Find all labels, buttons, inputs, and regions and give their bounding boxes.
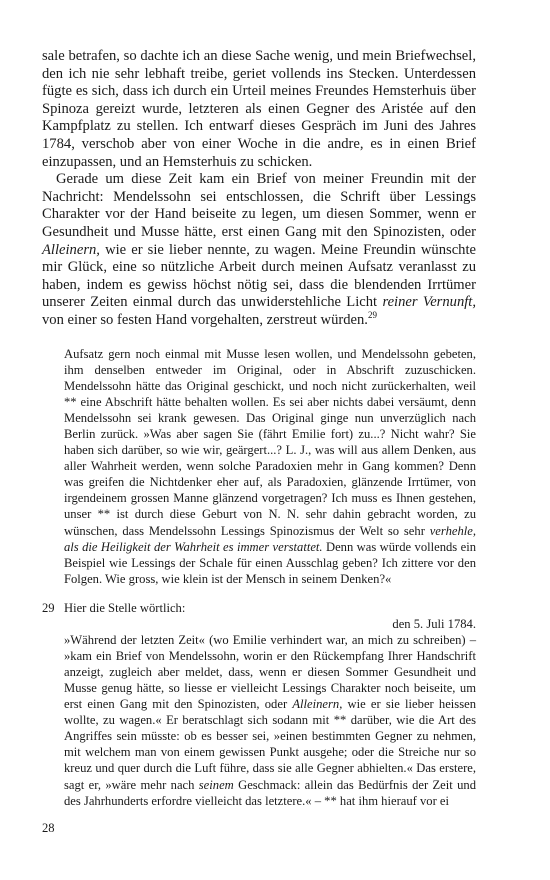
page-number: 28 (42, 821, 55, 835)
footnote-intro: Hier die Stelle wörtlich: (64, 601, 186, 615)
paragraph-1: sale betrafen, so dachte ich an diese Sache wenig, und mein Briefwechsel, den ich nie sehr lebhaft treibe, geriet vollends ins Stecken. Unterdessen fügte es sich, dass ich durch ein Urteil meines Freundes Hemsterhuis über Spinoza gereizt wurde, letzteren als einen Gegner des Aristée auf den Kampfplatz zu stellen. Ich entwarf dieses Gespräch im Juni des Jahres 1784, verschob aber von einer Woche in die andre, es in einen Brief einzupassen, und an Hemsterhuis zu schicken. (42, 48, 476, 170)
footnote-continuation-text (64, 346, 476, 587)
footnote-date: den 5. Juli 1784. (392, 617, 476, 632)
quote-text-a: Aufsatz gern noch einmal mit Musse lesen wollen, und Mendelssohn gebeten, ihm denselben entweder im Original, oder in Abschrift zuzuschicken. Mendelssohn hätte das Original geschickt, und noch nicht zurückerhalten, weil ** eine Abschrift hätte behalten wollen. Es sei aber nichts dabei versäumt, denn Mendelssohn sei krank gewesen. Das Original ginge nun unverzüglich nach Berlin zurück. »Was aber sagen Sie (fährt Emilie fort) zu...? Nicht wahr? Sie haben sich darüber, so wie wir, geärgert...? L. J., was will aus allem Denken, aus aller Wahrheit werden, wenn solche Paradoxien mehr in Gang kommen? Denn was greifen die Nichtdenker eher auf, als Paradoxien, glänzende Irrtümer, von irgendeinem grossen Manne glänzend vorgetragen? Ich muss es Ihnen gestehen, unser ** ist durch diese Geburt von N. N. sehr dahin gebracht worden, zu wünschen, dass Mendelssohn Lessings Spinozismus der Welt so sehr (64, 347, 476, 538)
footnote-text-b: wie er sie lieber heissen wollte, zu wagen.« Er beratschlagt sich sodann mit ** darüber, wie die Art des Angriffes sein müsste: ob es besser sei, »einen bestimmten Gegner zu nehmen, mit welchem man von einem gewissen Punkt ausgehe; oder die Streiche nur so kreuz und quer durch die Luft führe, dass sie alle Gegner abhielten.« Das erstere, sagt er, »wäre mehr nach (64, 697, 476, 792)
footnote-header (42, 600, 476, 616)
footnote-continuation (64, 346, 476, 587)
paragraph-2-text-b: wie er sie lieber nennte, zu wagen. Meine Freundin wünschte mir Glück, eine so nützliche Arbeit durch meinen Aufsatz veranlasst zu haben, indem es gewiss höchst nötig sei, dass die blendenden Irrtümer unserer Zeiten einmal durch das unwiderstehliche Licht (42, 241, 476, 311)
quote-emphasis: verhehle, als die Heiligkeit der Wahrheit es immer verstattet. (64, 523, 476, 554)
paragraph-2-text-a: Gerade um diese Zeit kam ein Brief von meiner Freundin mit der Nachricht: Mendelssohn sei entschlossen, die Schrift über Lessings Charakter vor der Hand beiseite zu legen, um diesen Sommer, wenn er Gesundheit und Musse hätte, erst einen Gang mit den Spinozisten, oder (42, 171, 476, 240)
footnote-number: 29 (42, 601, 55, 615)
footnote-text (64, 632, 476, 809)
footnote-29 (42, 600, 476, 809)
paragraph-2-emphasis-vernunft: reiner Vernunft, (382, 294, 476, 311)
paragraph-2-text-c: von einer so festen Hand vorgehalten, zerstreut würden. (42, 311, 368, 328)
footnote-emphasis-alleinern: Alleinern, (292, 697, 343, 712)
footnote-reference: 29 (367, 309, 377, 320)
main-text (42, 48, 476, 330)
paragraph-2-emphasis-alleinern: Alleinern, (42, 241, 100, 258)
paragraph-2 (42, 171, 476, 329)
footnote-text-a: »Während der letzten Zeit« (wo Emilie verhindert war, an mich zu schreiben) – »kam ein Brief von Mendelssohn, worin er den Rückempfang Ihrer Handschrift anzeigt, zugleich aber meldet, dass, wenn er diesen Sommer Gesundheit und Musse genug hätte, so liesse er vielleicht Lessings Charakter noch beiseite, um erst einen Gang mit den Spinozisten, oder (64, 633, 476, 712)
footnote-text-c: Geschmack: allein das Bedürfnis der Zeit und des Jahrhunderts erfordre vielleicht das letztere.« – ** hat ihm hierauf vor ei (64, 777, 476, 808)
quote-text-b: Denn was würde vollends ein Beispiel wie Lessings der Schale für einen Ausschlag geben? Ich zittere vor den Folgen. Wie gross, wie klein ist der Mensch in seinem Denken?« (64, 539, 477, 586)
footnote-emphasis-seinem: seinem (198, 777, 234, 792)
